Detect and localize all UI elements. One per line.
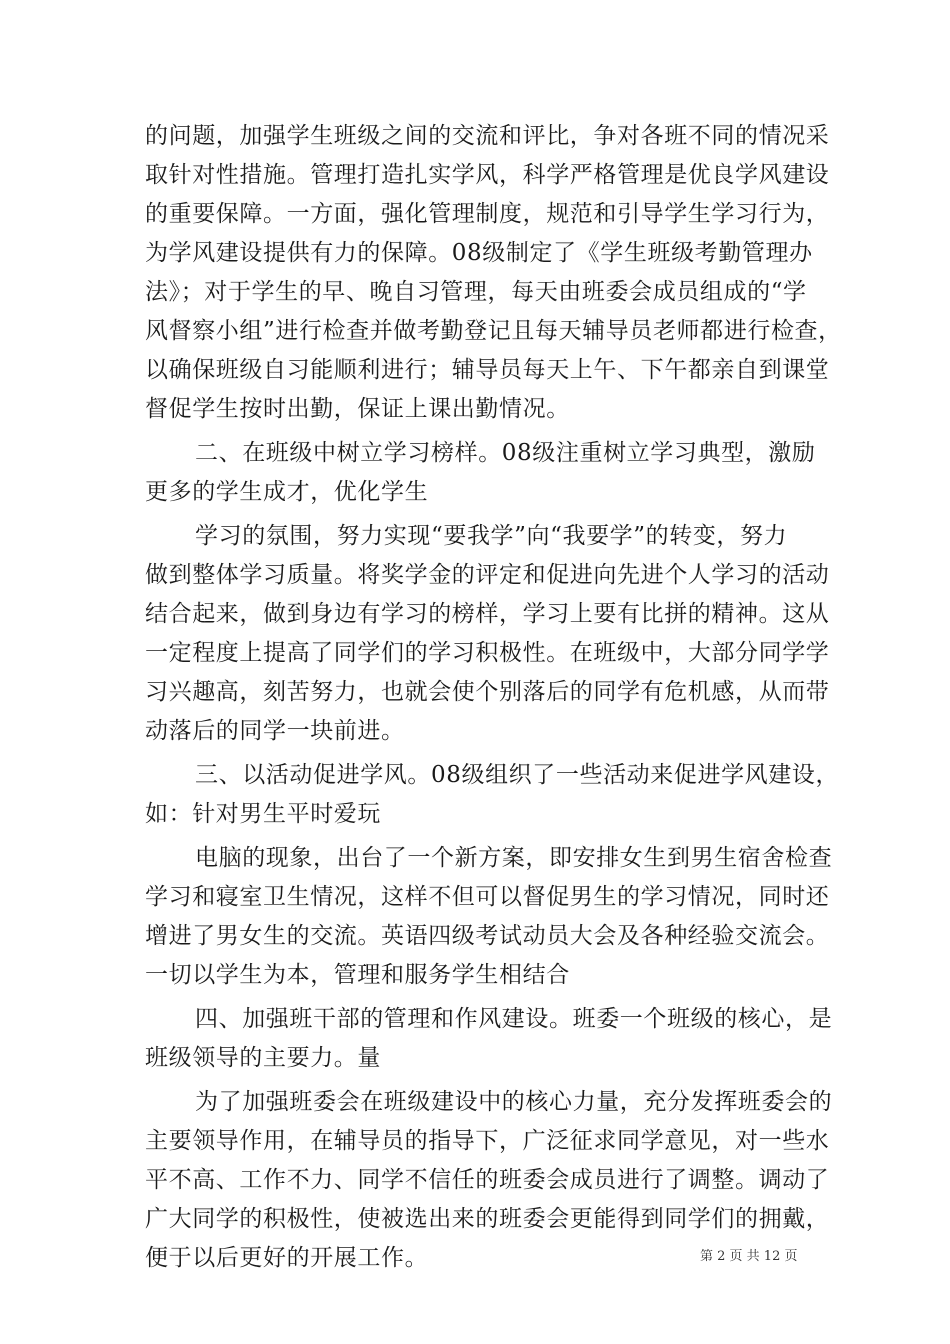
paragraph-heading: 四、加强班干部的管理和作风建设。班委一个班级的核心，是 [195, 1006, 833, 1032]
text-line: 一定程度上提高了同学们的学习积极性。在班级中，大部分同学学 [145, 640, 830, 666]
text-line: 为了加强班委会在班级建设中的核心力量，充分发挥班委会的 [195, 1089, 833, 1115]
text-line: 法》；对于学生的早、晚自习管理，每天由班委会成员组成的“学 [145, 279, 807, 305]
text-line: 督促学生按时出勤，保证上课出勤情况。 [145, 396, 570, 422]
text-line: 风督察小组”进行检查并做考勤登记且每天辅导员老师都进行检查， [145, 318, 842, 344]
text-line: 主要领导作用，在辅导员的指导下，广泛征求同学意见，对一些水 [145, 1128, 830, 1154]
text-line: 动落后的同学一块前进。 [145, 718, 405, 744]
text-line: 以确保班级自习能顺利进行；辅导员每天上午、下午都亲自到课堂 [145, 357, 830, 383]
text-line: 平不高、工作不力、同学不信任的班委会成员进行了调整。调动了 [145, 1167, 830, 1193]
text-line: 结合起来，做到身边有学习的榜样，学习上要有比拼的精神。这从 [145, 601, 830, 627]
text-line: 为学风建设提供有力的保障。08级制定了《学生班级考勤管理办 [145, 240, 813, 266]
text-line: 习兴趣高，刻苦努力，也就会使个别落后的同学有危机感，从而带 [145, 679, 830, 705]
text-line: 的问题，加强学生班级之间的交流和评比，争对各班不同的情况采 [145, 123, 830, 149]
text-line: 的重要保障。一方面，强化管理制度，规范和引导学生学习行为， [145, 201, 830, 227]
text-line: 如：针对男生平时爱玩 [145, 801, 381, 827]
text-line: 便于以后更好的开展工作。 [145, 1245, 429, 1271]
paragraph-heading: 三、以活动促进学风。08级组织了一些活动来促进学风建设， [195, 762, 840, 788]
text-line: 班级领导的主要力。量 [145, 1045, 381, 1071]
text-line: 电脑的现象，出台了一个新方案，即安排女生到男生宿舍检查 [195, 845, 833, 871]
text-line: 增进了男女生的交流。英语四级考试动员大会及各种经验交流会。 [145, 923, 830, 949]
text-line: 一切以学生为本，管理和服务学生相结合 [145, 962, 570, 988]
page-number: 第 2 页 共 12 页 [700, 1249, 798, 1264]
paragraph-heading: 二、在班级中树立学习榜样。08级注重树立学习典型，激励 [195, 440, 816, 466]
text-line: 更多的学生成才，优化学生 [145, 479, 429, 505]
text-line: 广大同学的积极性，使被选出来的班委会更能得到同学们的拥戴， [145, 1206, 830, 1232]
text-line: 学习和寝室卫生情况，这样不但可以督促男生的学习情况，同时还 [145, 884, 830, 910]
text-line: 学习的氛围，努力实现“要我学”向“我要学”的转变，努力 [195, 523, 788, 549]
text-line: 取针对性措施。管理打造扎实学风，科学严格管理是优良学风建设 [145, 162, 830, 188]
text-line: 做到整体学习质量。将奖学金的评定和促进向先进个人学习的活动 [145, 562, 830, 588]
